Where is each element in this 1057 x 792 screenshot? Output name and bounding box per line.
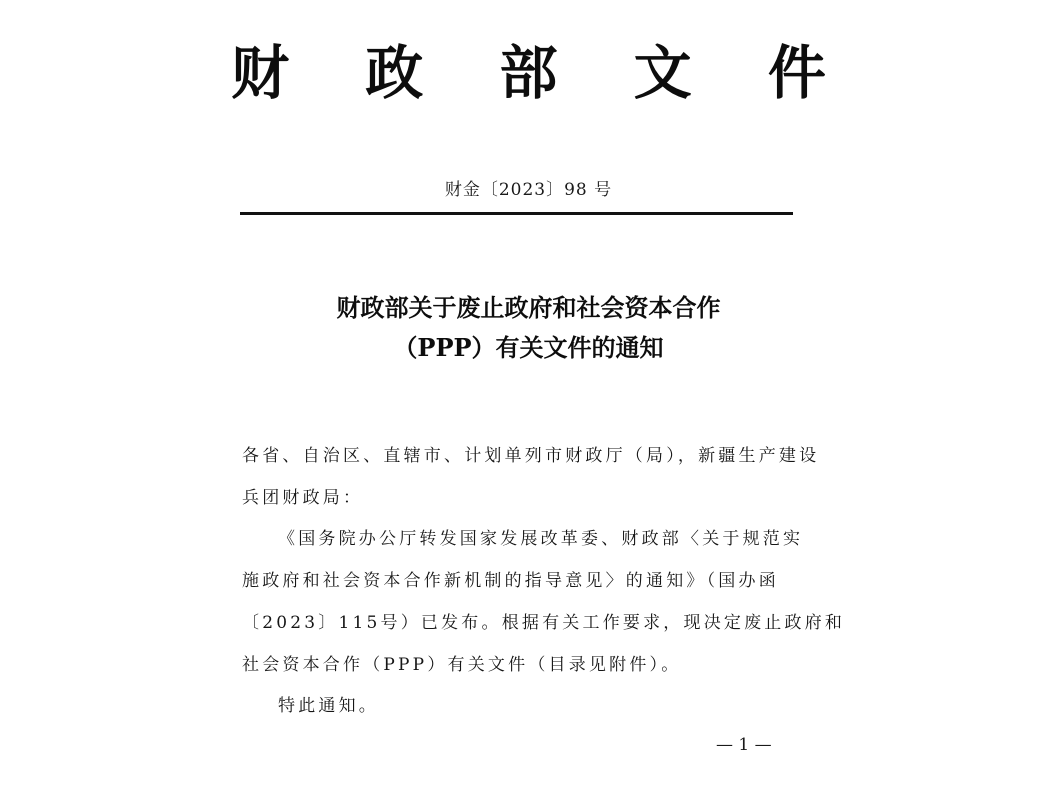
paragraph-line-2: 施政府和社会资本合作新机制的指导意见〉的通知》（国办函 [242,571,779,592]
paragraph-line-1: 《国务院办公厅转发国家发展改革委、财政部〈关于规范实 [278,529,804,550]
paragraph-line-4: 社会资本合作（PPP）有关文件（目录见附件）。 [242,654,682,675]
title-line-1: 财政部关于废止政府和社会资本合作 [336,293,721,322]
masthead-title: 财 政 部 文 件 [231,39,854,107]
page-number: — 1 — [716,735,772,755]
closing-line: 特此通知。 [278,696,379,717]
paragraph-line-3: 〔2023〕115号）已发布。根据有关工作要求，现决定废止政府和 [242,612,846,633]
addressee-line-1: 各省、自治区、直辖市、计划单列市财政厅（局），新疆生产建设 [242,446,820,466]
title-line-2: （PPP）有关文件的通知 [393,333,664,362]
document-number: 财金〔2023〕98 号 [444,180,613,200]
addressee-line-2: 兵团财政局： [242,487,364,508]
header-divider-rule [240,212,793,215]
document-title [0,288,1057,368]
document-body [242,436,846,728]
